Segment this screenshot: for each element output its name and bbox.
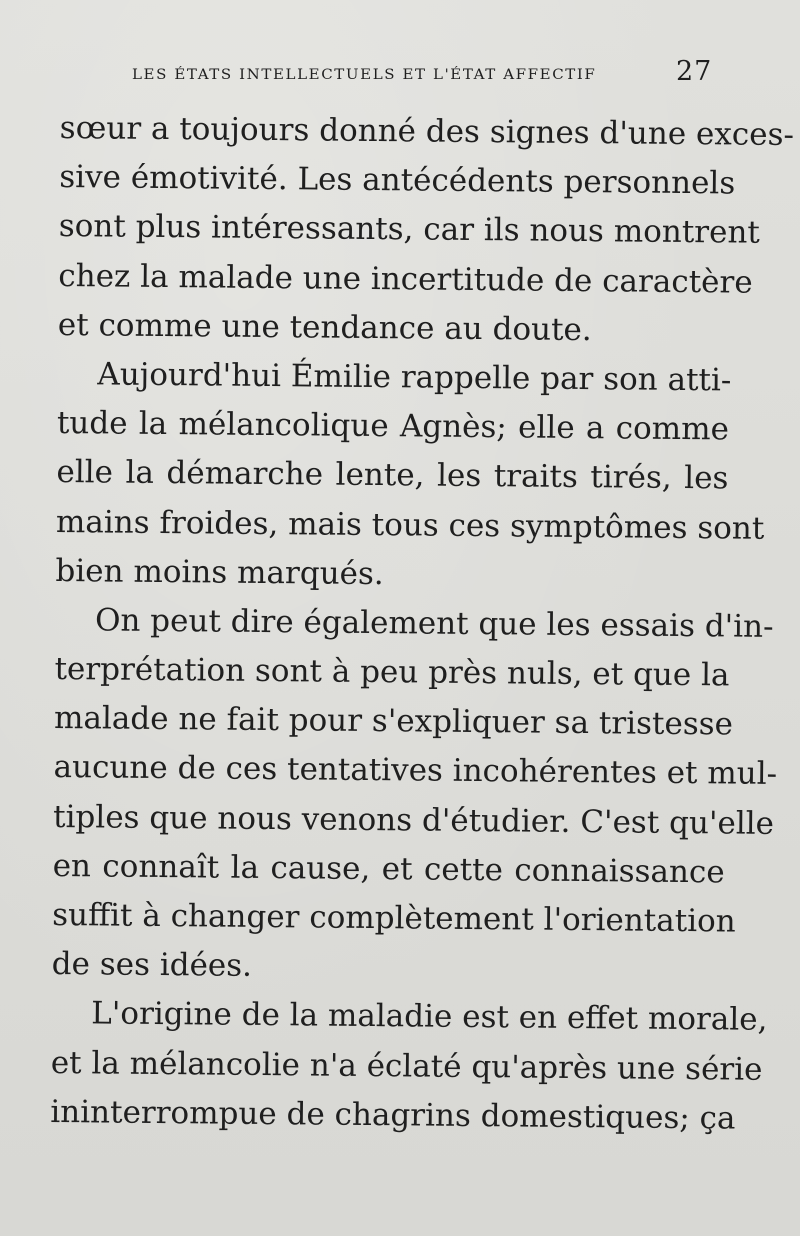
page-number: 27 (676, 56, 713, 87)
text-line: aucune de ces tentatives incohérentes et mul- (53, 749, 778, 793)
paragraph (55, 350, 765, 602)
text-line: de ses idées. (51, 946, 253, 985)
text-line: chez la malade une incertitude de caractère (58, 257, 753, 301)
text-line: On peut dire également que les essais d'in- (94, 602, 774, 645)
paragraph (51, 596, 778, 996)
text-line: en connaît la cause, et cette connaissance (52, 847, 725, 891)
text-line: terprétation sont à peu près nuls, et que la (54, 651, 730, 694)
running-title: LES ÉTATS INTELLECTUELS ET L'ÉTAT AFFECTIF (132, 66, 597, 83)
text-line: et la mélancolie n'a éclaté qu'après une série (50, 1044, 763, 1088)
text-line: sont plus intéressants, car ils nous montrent (58, 208, 761, 252)
paragraph (57, 104, 795, 356)
paragraph (50, 989, 768, 1143)
text-line: bien moins marqués. (55, 552, 384, 592)
text-line: sive émotivité. Les antécédents personnels (59, 159, 736, 202)
text-line: tude la mélancolique Agnès; elle a comme (56, 405, 730, 448)
text-line: ininterrompue de chagrins domestiques; ça (50, 1093, 736, 1137)
text-line: Aujourd'hui Émilie rappelle par son atti- (97, 356, 732, 399)
text-line: sœur a toujours donné des signes d'une exces- (59, 109, 795, 154)
text-line: tiples que nous venons d'étudier. C'est qu'elle (52, 798, 775, 842)
text-line: et comme une tendance au doute. (57, 306, 592, 348)
text-line: suffit à changer complètement l'orientation (52, 896, 736, 940)
text-line: malade ne fait pour s'expliquer sa tristesse (53, 700, 734, 743)
text-line: L'origine de la maladie est en effet morale, (91, 995, 768, 1039)
text-line: elle la démarche lente, les traits tirés, les (56, 454, 729, 497)
body-text (50, 104, 795, 1143)
text-line: mains froides, mais tous ces symptômes sont (55, 503, 765, 547)
